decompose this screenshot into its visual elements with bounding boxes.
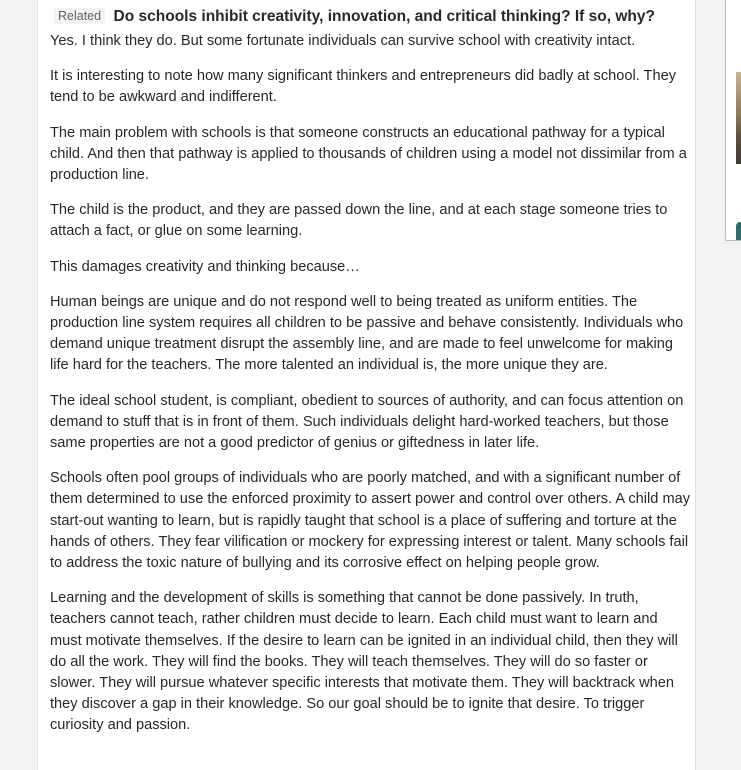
answer-body: [50, 31, 690, 751]
related-badge: Related: [54, 8, 105, 24]
answer-paragraph: It is interesting to note how many significant thinkers and entrepreneurs did badly at school. They tend to be awkward and indifferent.: [50, 68, 676, 106]
answer-paragraph: The child is the product, and they are passed down the line, and at each stage someone tries to attach a fact, or glue on some learning.: [50, 202, 668, 240]
related-question-link[interactable]: Do schools inhibit creativity, innovation, and critical thinking? If so, why?: [113, 8, 655, 25]
answer-paragraph: This damages creativity and thinking because…: [50, 258, 360, 275]
answer-paragraph: Schools often pool groups of individuals who are poorly matched, and with a significant number of them determined to use the enforced proximity to assert power and control over others. A child may start-out wanting to learn, but is rapidly taught that school is a place of suffering and torture at the hands of others. They fear vilification or mockery for expressing interest or talent. Many schools fail to address the toxic nature of bullying and its corrosive effect on helping people grow.: [50, 470, 691, 572]
answer-paragraph: Human beings are unique and do not respond well to being treated as uniform entities. The production line system requires all children to be passive and behave consistently. Individuals who demand unique treatment disrupt the assembly line, and are made to feel unwelcome for making life hard for the teachers. The more talented an individual is, the more unique they are.: [50, 293, 684, 374]
answer-paragraph: Learning and the development of skills is something that cannot be done passively. In truth, teachers cannot teach, rather children must decide to learn. Each child must want to learn and must motivate themselves. If the desire to learn can be ignited in an individual child, then they will do all the work. They will find the books. They will teach themselves. They will do so faster or slower. They will pursue whatever specific interests that motivate them. They will backtrack when they discover a gap in their knowledge. So our goal should be to ignite that desire. To trigger curiosity and passion.: [50, 590, 678, 734]
sidebar-thumbnail-image: [736, 72, 741, 164]
answer-paragraph: The ideal school student, is compliant, obedient to sources of authority, and can focus attention on demand to stuff that is in front of them. Such individuals delight hard-worked teachers, but those same properties are not a good predictor of genius or giftedness in later life.: [50, 392, 684, 452]
answer-paragraph: The main problem with schools is that someone constructs an educational pathway for a typical child. And then that pathway is applied to thousands of children using a model not dissimilar from a production line.: [50, 124, 687, 184]
answer-card: [37, 0, 696, 770]
related-question-header: [54, 8, 687, 28]
answer-paragraph: Yes. I think they do. But some fortunate individuals can survive school with creativity intact.: [50, 33, 636, 49]
sidebar-avatar: [736, 222, 741, 240]
sidebar-ad-card[interactable]: [725, 0, 741, 241]
